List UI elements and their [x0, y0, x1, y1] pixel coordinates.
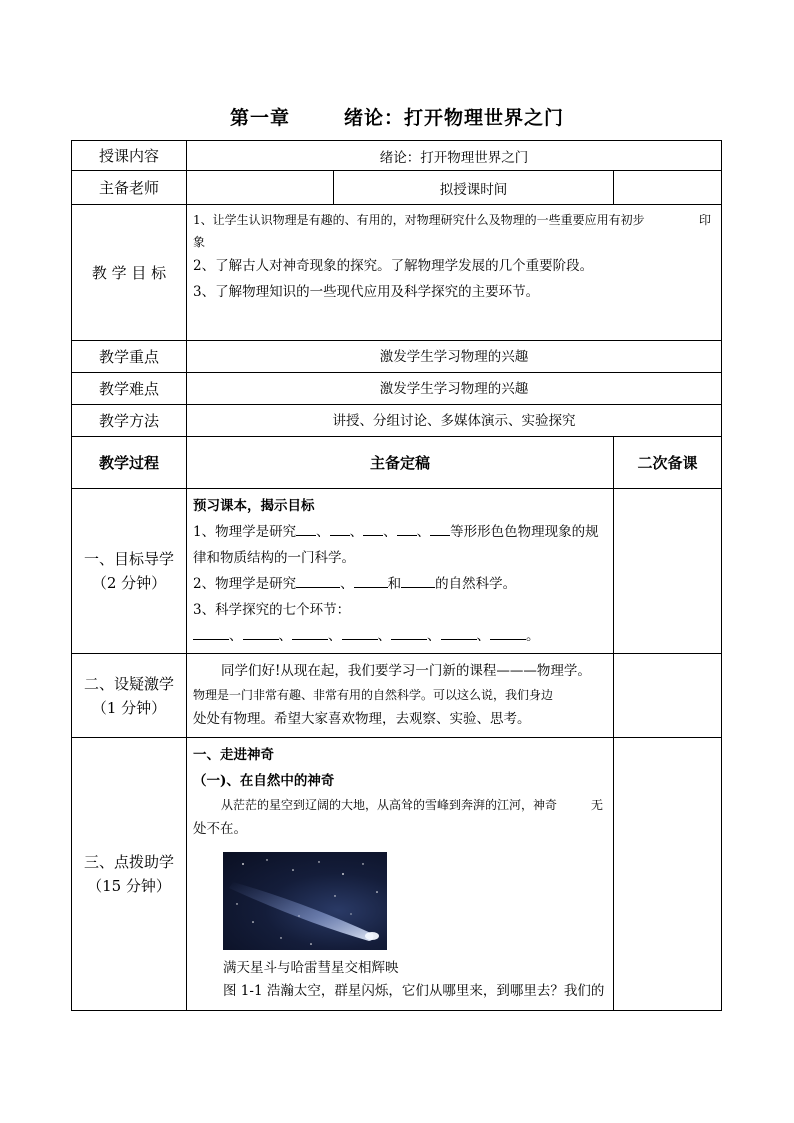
goals-label: 教 学 目 标 — [72, 205, 187, 341]
teacher-value[interactable] — [187, 171, 334, 205]
stage-3-para-cont: 处不在。 — [193, 821, 247, 837]
blank[interactable] — [243, 625, 279, 640]
chapter-name: 绪论：打开物理世界之门 — [344, 107, 565, 129]
stage-3-second-prep[interactable] — [614, 738, 722, 1011]
blank[interactable] — [330, 521, 350, 536]
stage-3-heading-1: 一、走进神奇 — [193, 747, 274, 763]
blank[interactable] — [363, 521, 383, 536]
stage-2-line-2: 物理是一门非常有趣、非常有用的自然科学。可以这么说，我们身边 — [193, 688, 554, 702]
method-value: 讲授、分组讨论、多媒体演示、实验探究 — [187, 405, 722, 437]
stage-1-content — [187, 489, 614, 654]
row-content — [72, 141, 722, 171]
stage-1-row — [72, 489, 722, 654]
blank[interactable] — [401, 573, 435, 588]
time-label: 拟授课时间 — [334, 171, 614, 205]
blank[interactable] — [296, 573, 340, 588]
difficulty-value: 激发学生学习物理的兴趣 — [187, 373, 722, 405]
question-3: 3、科学探究的七个环节： — [193, 602, 351, 618]
second-prep-col-label: 二次备课 — [614, 437, 722, 489]
main-draft-col-label: 主备定稿 — [187, 437, 614, 489]
difficulty-label: 教学难点 — [72, 373, 187, 405]
goal-1: 1、让学生认识物理是有趣的、有用的，对物理研究什么及物理的一些重要应用有初步 印 — [193, 213, 712, 227]
stage-3-row — [72, 738, 722, 1011]
stage-2-content — [187, 654, 614, 738]
comet-image — [223, 852, 387, 950]
row-focus — [72, 341, 722, 373]
row-goals — [72, 205, 722, 341]
blank[interactable] — [354, 573, 388, 588]
blank[interactable] — [342, 625, 378, 640]
image-caption: 满天星斗与哈雷彗星交相辉映 — [223, 960, 399, 976]
lesson-plan-table — [71, 140, 722, 1011]
row-teacher — [72, 171, 722, 205]
row-method — [72, 405, 722, 437]
stage-3-name: 三、点拨助学 （15 分钟） — [72, 738, 187, 1011]
question-2: 2、物理学是研究 、 和 的自然科学。 — [193, 571, 607, 597]
blank[interactable] — [441, 625, 477, 640]
goals-content — [187, 205, 722, 341]
time-value[interactable] — [614, 171, 722, 205]
stage-2-line-1: 同学们好!从现在起，我们要学习一门新的课程———物理学。 — [221, 663, 591, 679]
stage-2-second-prep[interactable] — [614, 654, 722, 738]
stage-2-row — [72, 654, 722, 738]
question-3-blanks: 、 、 、 、 、 、 。 — [193, 623, 607, 649]
focus-value: 激发学生学习物理的兴趣 — [187, 341, 722, 373]
stage-1-second-prep[interactable] — [614, 489, 722, 654]
chapter-number: 第一章 — [229, 107, 290, 129]
process-col-label: 教学过程 — [72, 437, 187, 489]
blank[interactable] — [296, 521, 316, 536]
goal-1-cont: 象 — [193, 235, 206, 249]
stage-1-name: 一、目标导学 （2 分钟） — [72, 489, 187, 654]
question-1: 1、物理学是研究 、 、 、 、 等形形色色物理现象的规 — [193, 519, 607, 545]
teacher-label: 主备老师 — [72, 171, 187, 205]
stage-3-heading-2: （一)、在自然中的神奇 — [193, 773, 335, 789]
blank[interactable] — [430, 521, 450, 536]
blank[interactable] — [391, 625, 427, 640]
figure-text: 图 1-1 浩瀚太空，群星闪烁，它们从哪里来，到哪里去？我们的 — [223, 983, 605, 999]
stage-1-heading: 预习课本，揭示目标 — [193, 498, 315, 514]
process-header-row — [72, 437, 722, 489]
blank[interactable] — [292, 625, 328, 640]
row-difficulty — [72, 373, 722, 405]
comet-illustration — [223, 852, 387, 950]
stage-2-name: 二、设疑激学 （1 分钟） — [72, 654, 187, 738]
method-label: 教学方法 — [72, 405, 187, 437]
stage-3-content — [187, 738, 614, 1011]
blank[interactable] — [397, 521, 417, 536]
goal-3: 3、了解物理知识的一些现代应用及科学探究的主要环节。 — [193, 284, 540, 300]
page-title — [0, 103, 794, 130]
content-label: 授课内容 — [72, 141, 187, 171]
question-1-cont: 律和物质结构的一门科学。 — [193, 550, 355, 566]
content-value: 绪论：打开物理世界之门 — [187, 141, 722, 171]
stage-2-line-3: 处处有物理。希望大家喜欢物理，去观察、实验、思考。 — [193, 711, 531, 727]
focus-label: 教学重点 — [72, 341, 187, 373]
blank[interactable] — [490, 625, 526, 640]
stage-3-para: 从茫茫的星空到辽阔的大地，从高耸的雪峰到奔湃的江河，神奇 无 — [221, 798, 603, 812]
goal-2: 2、了解古人对神奇现象的探究。了解物理学发展的几个重要阶段。 — [193, 258, 594, 274]
blank[interactable] — [193, 625, 229, 640]
